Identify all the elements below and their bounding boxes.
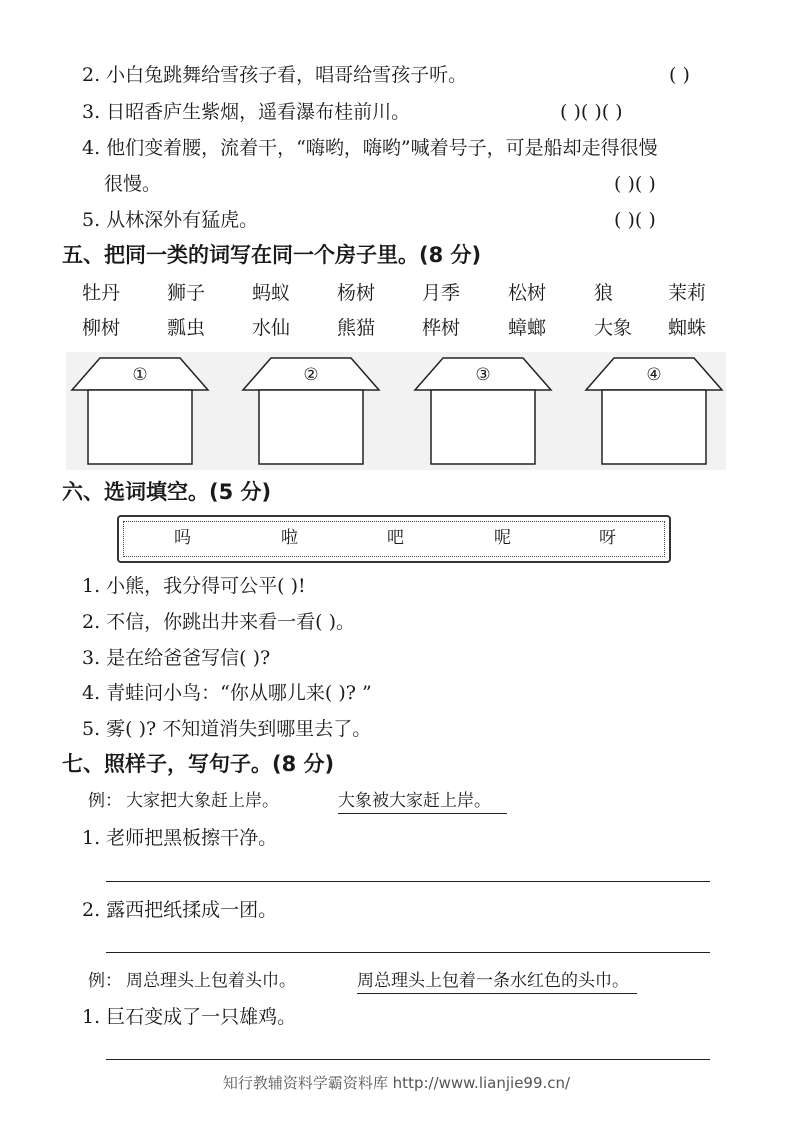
footer-watermark: 知行教辅资料学霸资料库 http://www.lianjie99.cn/ (222, 1074, 571, 1092)
fill-item-4: 4. 青蛙问小鸟：“你从哪儿来( )? ” (82, 682, 372, 704)
word-row2-6: 蟑螂 (508, 317, 547, 339)
word-row2-2: 瓢虫 (167, 317, 206, 339)
answer-line-1[interactable] (106, 881, 710, 882)
word-row1-2: 狮子 (167, 282, 206, 304)
item-5-parens: ( )( ) (614, 209, 656, 231)
house-1[interactable] (70, 356, 210, 466)
word-choice-ya: 呀 (599, 528, 618, 548)
house-4[interactable] (584, 356, 724, 466)
example-1-label: 例： (88, 791, 122, 811)
word-row1-8: 茉莉 (668, 282, 707, 304)
question-3: 1. 巨石变成了一只雄鸡。 (82, 1006, 297, 1028)
house-2[interactable] (241, 356, 381, 466)
house-3-number: ③ (475, 365, 491, 385)
word-choice-ba: 吧 (387, 528, 406, 548)
example-1-question: 大家把大象赶上岸。 (126, 791, 279, 811)
section-7-heading: 七、照样子，写句子。(8 分) (62, 752, 335, 776)
item-2-text: 2. 小白兔跳舞给雪孩子看，唱哥给雪孩子听。 (82, 64, 468, 86)
word-row2-7: 大象 (594, 317, 633, 339)
word-row1-3: 蚂蚁 (252, 282, 291, 304)
word-choice-box (117, 515, 671, 563)
item-4-continuation: 很慢。 (104, 173, 162, 195)
example-2-label: 例： (88, 971, 122, 991)
item-4-text: 4. 他们变着腰，流着干，“嗨哟，嗨哟”喊着号子，可是船却走得很慢 (82, 137, 658, 159)
section-6-heading: 六、选词填空。(5 分) (62, 480, 272, 504)
word-row1-7: 狼 (594, 282, 614, 304)
item-5-text: 5. 从林深外有猛虎。 (82, 209, 259, 231)
answer-line-2[interactable] (106, 952, 710, 953)
word-choice-la: 啦 (281, 528, 300, 548)
house-1-number: ① (132, 365, 148, 385)
item-3-parens: ( )( )( ) (560, 101, 623, 123)
example-1-answer: 大象被大家赶上岸。 (338, 790, 507, 814)
word-row2-8: 蜘蛛 (668, 317, 707, 339)
example-2-question: 周总理头上包着头巾。 (126, 971, 296, 991)
word-row1-6: 松树 (508, 282, 547, 304)
item-3-text: 3. 日昭香庐生紫烟，遥看瀑布桂前川。 (82, 101, 411, 123)
fill-item-5: 5. 雾( )? 不知道消失到哪里去了。 (82, 718, 372, 740)
item-2-parens: ( ) (669, 64, 690, 86)
house-4-number: ④ (646, 365, 662, 385)
answer-line-3[interactable] (106, 1059, 710, 1060)
word-row1-1: 牡丹 (82, 282, 121, 304)
house-2-number: ② (303, 365, 319, 385)
word-row2-5: 桦树 (422, 317, 461, 339)
example-2-answer: 周总理头上包着一条水红色的头巾。 (357, 970, 637, 994)
fill-item-1: 1. 小熊，我分得可公平( )! (82, 575, 306, 597)
house-3[interactable] (413, 356, 553, 466)
word-choice-ma: 吗 (174, 528, 193, 548)
question-2: 2. 露西把纸揉成一团。 (82, 899, 278, 921)
word-row2-1: 柳树 (82, 317, 121, 339)
word-choice-ne: 呢 (494, 528, 513, 548)
word-row1-5: 月季 (422, 282, 461, 304)
word-row2-3: 水仙 (252, 317, 291, 339)
fill-item-2: 2. 不信，你跳出井来看一看( )。 (82, 611, 356, 633)
section-5-heading: 五、把同一类的词写在同一个房子里。(8 分) (62, 243, 482, 267)
word-row1-4: 杨树 (337, 282, 376, 304)
item-4-parens: ( )( ) (614, 173, 656, 195)
word-row2-4: 熊猫 (337, 317, 376, 339)
question-1: 1. 老师把黑板擦干净。 (82, 827, 278, 849)
fill-item-3: 3. 是在给爸爸写信( )? (82, 647, 271, 669)
